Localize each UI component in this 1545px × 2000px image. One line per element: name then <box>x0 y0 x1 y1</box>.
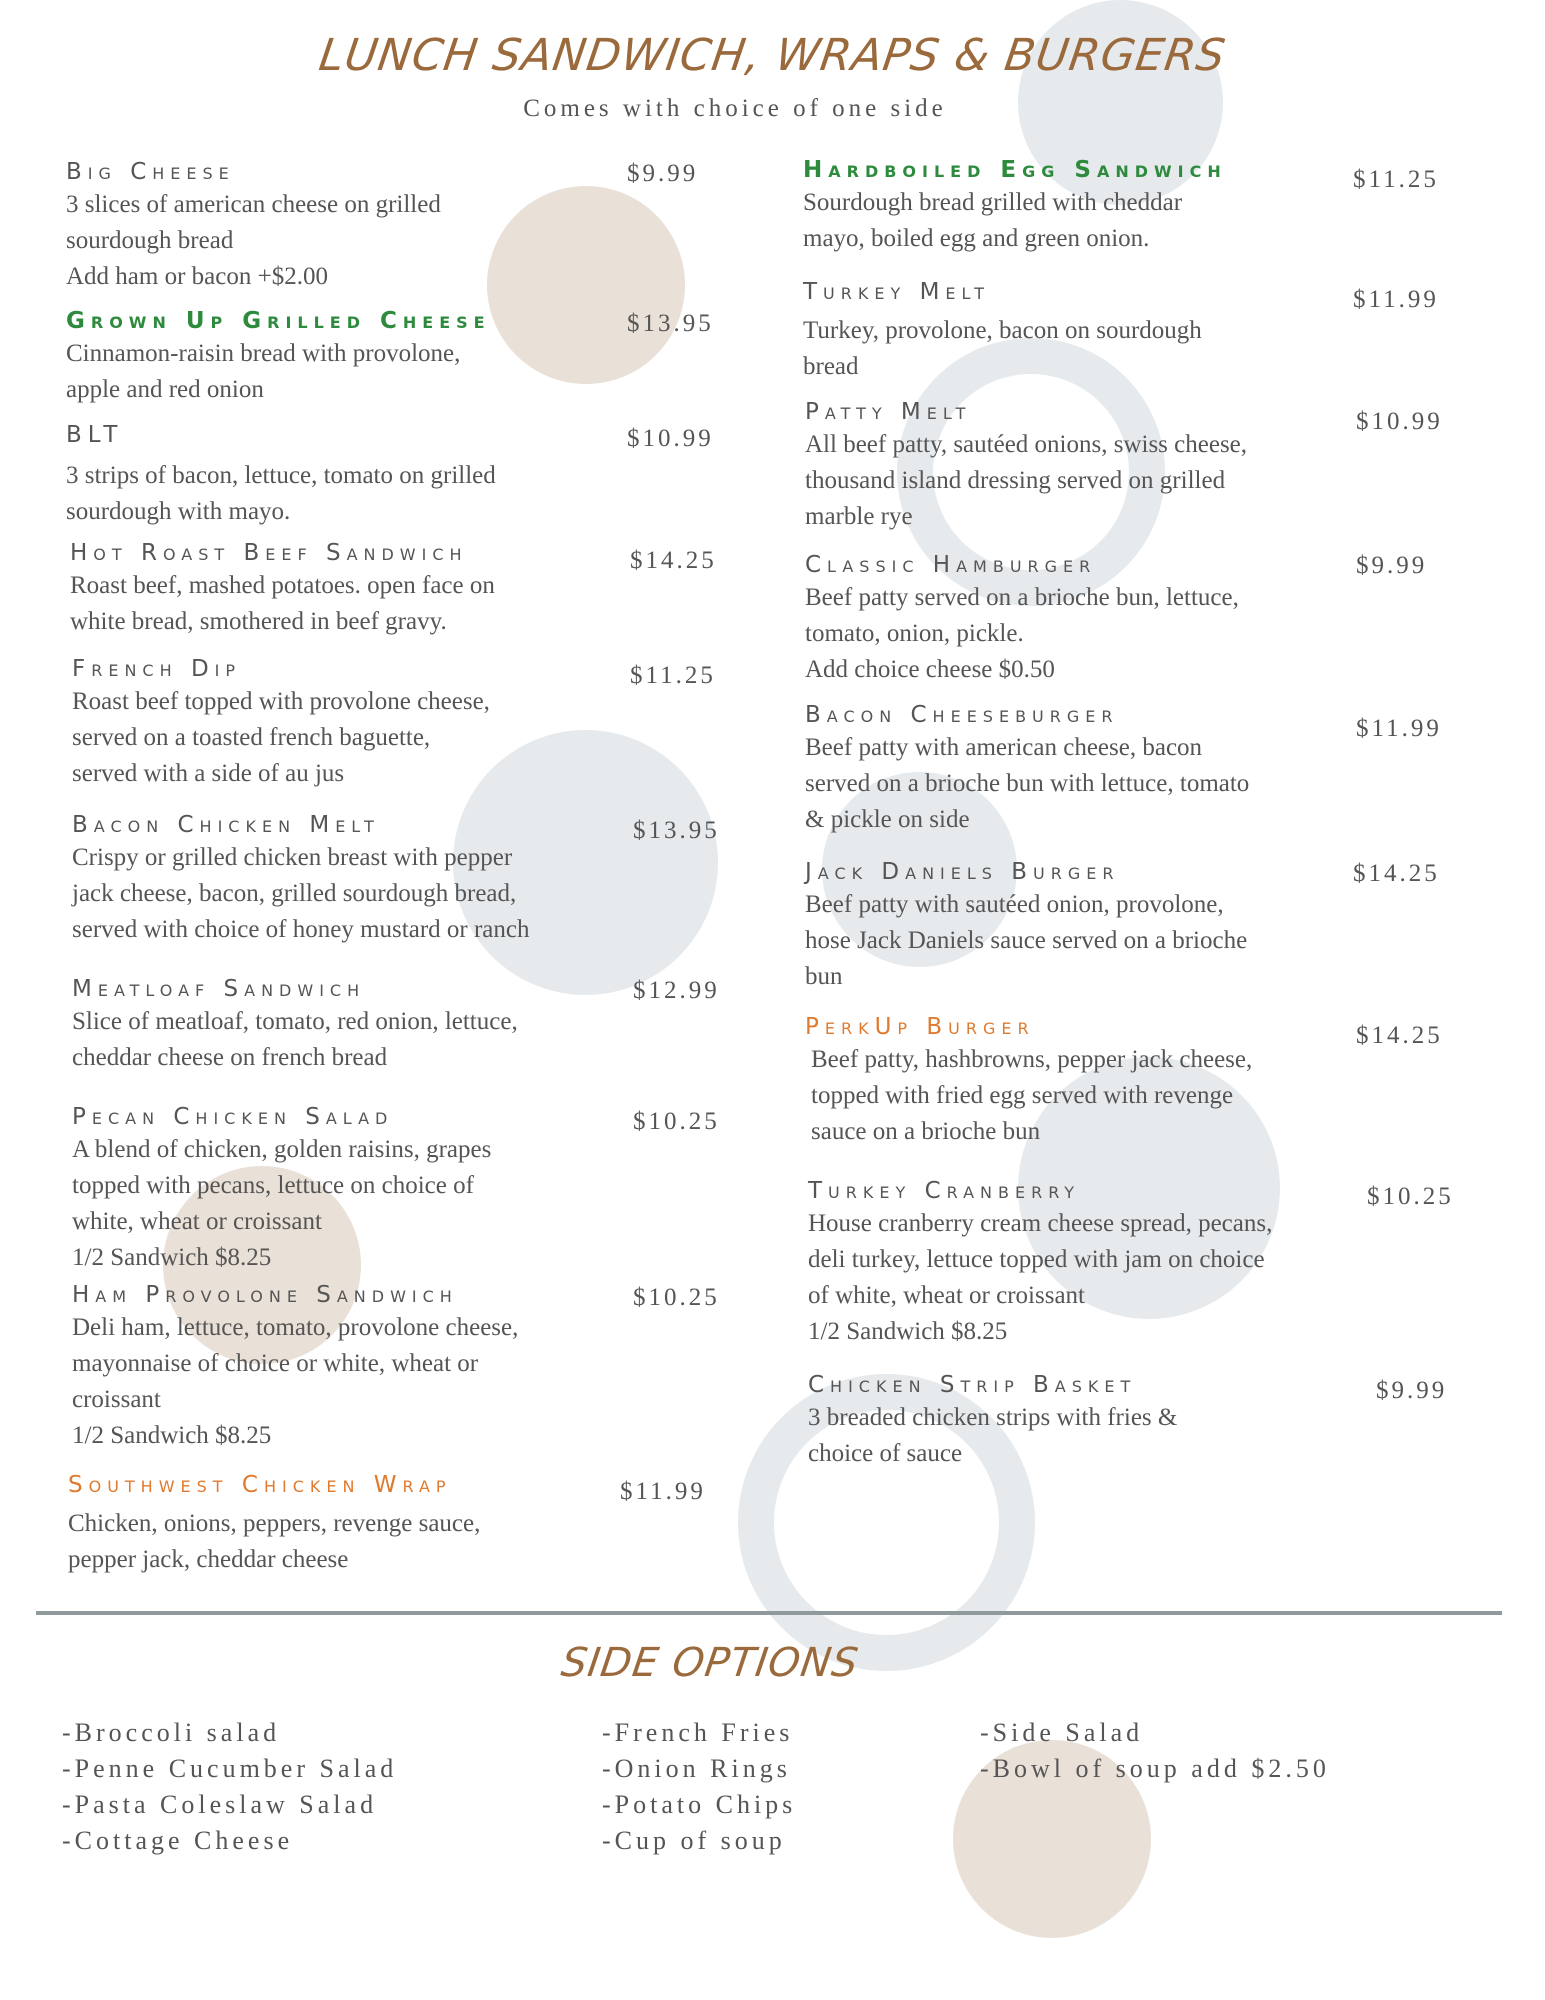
item-name: Meatloaf Sandwich <box>72 976 366 1002</box>
menu-item-pecan-chicken-salad <box>72 1102 491 1276</box>
item-price: $14.25 <box>630 547 717 574</box>
menu-item-turkey-melt <box>803 277 1202 385</box>
item-name: Big Cheese <box>66 159 235 185</box>
item-name: Bacon Cheeseburger <box>805 702 1119 728</box>
side-options-column-1 <box>62 1715 397 1859</box>
decorative-circle <box>487 186 685 384</box>
item-name: Hardboiled Egg Sandwich <box>803 157 1227 183</box>
item-name: PerkUp Burger <box>805 1014 1035 1040</box>
item-description: 3 slices of american cheese on grilled sourdough bread Add ham or bacon +$2.00 <box>66 191 441 290</box>
item-price: $14.25 <box>1353 860 1440 887</box>
item-price: $9.99 <box>627 160 699 187</box>
side-option: -Broccoli salad <box>62 1718 281 1747</box>
item-price: $10.25 <box>633 1108 720 1135</box>
menu-item-bacon-chicken-melt <box>72 810 529 948</box>
item-price: $13.95 <box>627 310 714 337</box>
item-name: Patty Melt <box>805 399 972 425</box>
menu-item-ham-provolone-sandwich <box>72 1280 518 1454</box>
item-name: Turkey Cranberry <box>808 1178 1081 1204</box>
item-name: Ham Provolone Sandwich <box>72 1282 458 1308</box>
item-name: Hot Roast Beef Sandwich <box>70 540 468 566</box>
menu-item-turkey-cranberry <box>808 1176 1272 1350</box>
menu-item-hardboiled-egg-sandwich <box>803 155 1227 257</box>
item-name: Southwest Chicken Wrap <box>68 1472 452 1498</box>
item-description: All beef patty, sautéed onions, swiss cheese, thousand island dressing served on grilled marble rye <box>805 431 1248 530</box>
item-price: $11.25 <box>1353 166 1439 193</box>
item-name: Jack Daniels Burger <box>805 859 1120 885</box>
menu-item-jack-daniels-burger <box>805 857 1247 995</box>
item-price: $10.99 <box>1356 408 1443 435</box>
item-name: Classic Hamburger <box>805 552 1097 578</box>
menu-item-bacon-cheeseburger <box>805 700 1249 838</box>
side-option: -Onion Rings <box>602 1754 791 1783</box>
item-name: Pecan Chicken Salad <box>72 1104 394 1130</box>
item-description: Sourdough bread grilled with cheddar mayo, boiled egg and green onion. <box>803 189 1183 252</box>
menu-item-big-cheese <box>66 157 441 295</box>
item-price: $11.99 <box>1353 286 1439 313</box>
item-price: $13.95 <box>633 817 720 844</box>
item-name: Turkey Melt <box>803 279 991 305</box>
side-option: -Pasta Coleslaw Salad <box>62 1790 378 1819</box>
item-description: Deli ham, lettuce, tomato, provolone cheese, mayonnaise of choice or white, wheat or croissant 1/2 Sandwich $8.25 <box>72 1314 519 1449</box>
side-option: -French Fries <box>602 1718 794 1747</box>
side-option: -Side Salad <box>980 1718 1144 1747</box>
menu-item-classic-hamburger <box>805 550 1239 688</box>
item-price: $10.25 <box>633 1284 720 1311</box>
side-option: -Cup of soup <box>602 1826 786 1855</box>
item-description: Beef patty with american cheese, bacon served on a brioche bun with lettuce, tomato & pickle on side <box>805 734 1250 833</box>
menu-item-french-dip <box>72 654 490 792</box>
item-description: House cranberry cream cheese spread, pecans, deli turkey, lettuce topped with jam on choice of white, wheat or croissant 1/2 Sandwich $8.25 <box>808 1210 1273 1345</box>
side-option: -Cottage Cheese <box>62 1826 294 1855</box>
item-description: Roast beef, mashed potatoes. open face on white bread, smothered in beef gravy. <box>70 572 495 635</box>
item-description: Slice of meatloaf, tomato, red onion, lettuce, cheddar cheese on french bread <box>72 1008 518 1071</box>
item-price: $11.99 <box>1356 715 1442 742</box>
item-name: Bacon Chicken Melt <box>72 812 380 838</box>
item-description: Crispy or grilled chicken breast with pepper jack cheese, bacon, grilled sourdough bread, served with choice of honey mustard or ranch <box>72 844 530 943</box>
menu-item-meatloaf-sandwich <box>72 974 518 1076</box>
menu-item-blt <box>66 420 496 530</box>
item-price: $11.99 <box>620 1478 706 1505</box>
item-description: Beef patty with sautéed onion, provolone, hose Jack Daniels sauce served on a brioche bun <box>805 891 1248 990</box>
menu-item-grown-up-grilled-cheese <box>66 306 491 408</box>
side-options-column-2 <box>602 1715 796 1859</box>
menu-item-chicken-strip-basket <box>808 1370 1177 1472</box>
menu-item-perkup-burger <box>805 1012 1252 1150</box>
item-price: $9.99 <box>1376 1377 1448 1404</box>
item-price: $12.99 <box>633 977 720 1004</box>
item-price: $10.25 <box>1367 1183 1454 1210</box>
item-description: 3 strips of bacon, lettuce, tomato on grilled sourdough with mayo. <box>66 462 496 525</box>
item-description: Cinnamon-raisin bread with provolone, apple and red onion <box>66 340 461 403</box>
section-divider <box>36 1611 1502 1615</box>
item-price: $10.99 <box>627 425 714 452</box>
item-description: Beef patty, hashbrowns, pepper jack cheese, topped with fried egg served with revenge sauce on a brioche bun <box>811 1046 1253 1145</box>
item-name: Chicken Strip Basket <box>808 1372 1137 1398</box>
item-description: Beef patty served on a brioche bun, lettuce, tomato, onion, pickle. Add choice cheese $0.50 <box>805 584 1239 683</box>
item-price: $9.99 <box>1356 552 1428 579</box>
item-price: $14.25 <box>1356 1022 1443 1049</box>
item-name: Grown Up Grilled Cheese <box>66 308 491 334</box>
side-option: -Bowl of soup add $2.50 <box>980 1754 1330 1783</box>
side-options-column-3 <box>980 1715 1330 1787</box>
item-description: Roast beef topped with provolone cheese, served on a toasted french baguette, served with a side of au jus <box>72 688 490 787</box>
item-description: 3 breaded chicken strips with fries & choice of sauce <box>808 1404 1178 1467</box>
menu-item-southwest-chicken-wrap <box>68 1470 480 1578</box>
side-option: -Potato Chips <box>602 1790 797 1819</box>
item-description: Turkey, provolone, bacon on sourdough bread <box>803 317 1202 380</box>
item-description: Chicken, onions, peppers, revenge sauce, pepper jack, cheddar cheese <box>68 1510 481 1573</box>
item-description: A blend of chicken, golden raisins, grapes topped with pecans, lettuce on choice of white, wheat or croissant 1/2 Sandwich $8.25 <box>72 1136 492 1271</box>
item-name: BLT <box>66 422 124 448</box>
item-name: French Dip <box>72 656 242 682</box>
menu-item-patty-melt <box>805 397 1247 535</box>
item-price: $11.25 <box>630 662 716 689</box>
menu-item-hot-roast-beef-sandwich <box>70 538 495 640</box>
menu-subtitle: Comes with choice of one side <box>523 95 947 122</box>
menu-title: LUNCH SANDWICH, WRAPS & BURGERS <box>316 30 1229 81</box>
side-option: -Penne Cucumber Salad <box>62 1754 398 1783</box>
side-options-title: SIDE OPTIONS <box>558 1640 862 1686</box>
